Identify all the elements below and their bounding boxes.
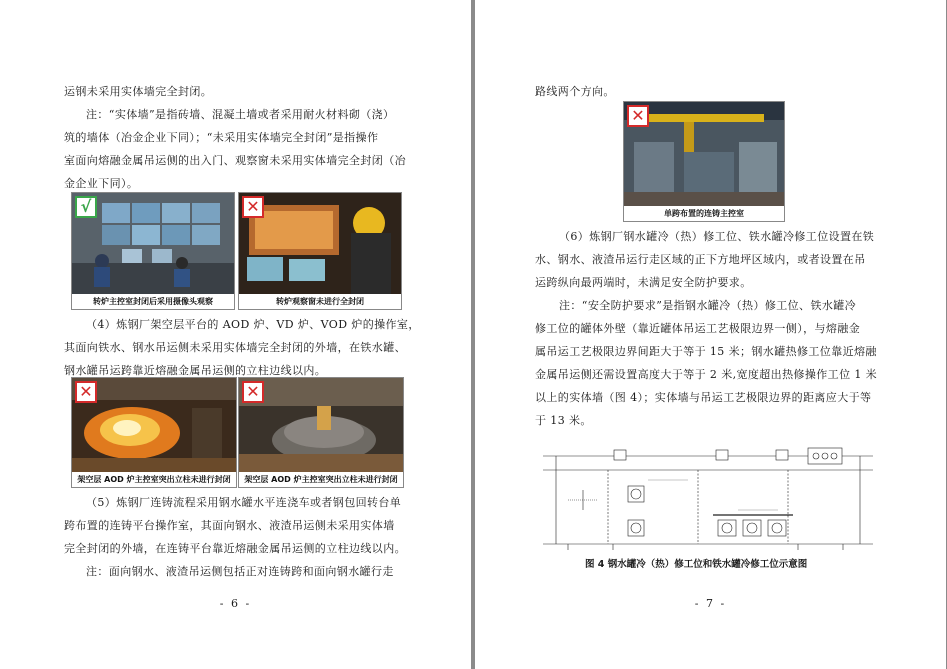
repair-station-schematic	[538, 440, 878, 552]
paragraph-line: 注：“安全防护要求”是指钢水罐冷（热）修工位、铁水罐冷	[559, 299, 857, 312]
paragraph-line: （6）炼钢厂钢水罐冷（热）修工位、铁水罐冷修工位设置在铁	[559, 230, 875, 243]
paragraph-line: （5）炼钢厂连铸流程采用钢水罐水平连浇车或者钢包回转台单	[86, 496, 402, 509]
paragraph-line: 筑的墙体（冶金企业下同）；“未采用实体墙完全封闭”是指操作	[64, 131, 379, 144]
paragraph-line: 运跨纵向最两端时，未满足安全防护要求。	[535, 276, 752, 289]
paragraph-line: 注：“实体墙”是指砖墙、混凝土墙或者采用耐火材料砌（浇）	[86, 108, 395, 121]
cross-icon: ✕	[242, 196, 264, 218]
paragraph-line: （4）炼钢厂架空层平台的 AOD 炉、VD 炉、VOD 炉的操作室，	[86, 318, 420, 331]
check-icon: √	[75, 196, 97, 218]
cross-icon: ✕	[75, 381, 97, 403]
paragraph-line: 跨布置的连铸平台操作室，其面向钢水、液渣吊运侧未采用实体墙	[64, 519, 395, 532]
left-page	[0, 0, 471, 669]
cross-icon: ✕	[242, 381, 264, 403]
aod-furnace-photo	[238, 377, 404, 488]
observation-window-photo	[238, 192, 402, 310]
paragraph-line: 钢水罐吊运跨靠近熔融金属吊运侧的立柱边线以内。	[64, 364, 327, 377]
cross-icon: ✕	[627, 105, 649, 127]
paragraph-line: 完全封闭的外墙，在连铸平台靠近熔融金属吊运侧的立柱边线以内。	[64, 542, 406, 555]
paragraph-line: 以上的实体墙（图 4）；实体墙与吊运工艺极限边界的距离应大于等	[535, 391, 872, 404]
page-number: - 6 -	[219, 597, 252, 610]
paragraph-line: 运钢未采用实体墙完全封闭。	[64, 85, 213, 98]
photo-caption: 架空层 AOD 炉主控室突出立柱未进行封闭	[72, 472, 236, 487]
photo-caption: 转炉主控室封闭后采用摄像头观察	[72, 294, 234, 309]
control-room-photo	[71, 192, 235, 310]
photo-caption: 架空层 AOD 炉主控室突出立柱未进行封闭	[239, 472, 403, 487]
photo-caption: 转炉观察窗未进行全封闭	[239, 294, 401, 309]
figure-caption: 图 4 钢水罐冷（热）修工位和铁水罐冷修工位示意图	[585, 559, 808, 570]
paragraph-line: 室面向熔融金属吊运侧的出入门、观察窗未采用实体墙完全封闭（冶	[64, 154, 406, 167]
page-number: - 7 -	[694, 597, 727, 610]
paragraph-line: 金属吊运侧还需设置高度大于等于 2 米,宽度超出热修操作工位 1 米	[535, 368, 878, 381]
casting-control-room-photo	[623, 101, 785, 222]
paragraph-line: 其面向铁水、钢水吊运侧未采用实体墙完全封闭的外墙，在铁水罐、	[64, 341, 406, 354]
paragraph-line: 修工位的罐体外壁（靠近罐体吊运工艺极限边界一侧），与熔融金	[535, 322, 861, 335]
paragraph-line: 注：面向钢水、液渣吊运侧包括正对连铸跨和面向钢水罐行走	[86, 565, 394, 578]
aod-furnace-photo	[71, 377, 237, 488]
paragraph-line: 于 13 米。	[535, 414, 592, 427]
paragraph-line: 金企业下同）。	[64, 177, 139, 190]
paragraph-line: 属吊运工艺极限边界间距大于等于 15 米；钢水罐热修工位靠近熔融	[535, 345, 877, 358]
paragraph-line: 水、钢水、液渣吊运行走区域的正下方地坪区域内，或者设置在吊	[535, 253, 866, 266]
photo-caption: 单跨布置的连铸主控室	[624, 206, 784, 221]
paragraph-line: 路线两个方向。	[535, 85, 615, 98]
right-page	[475, 0, 946, 669]
